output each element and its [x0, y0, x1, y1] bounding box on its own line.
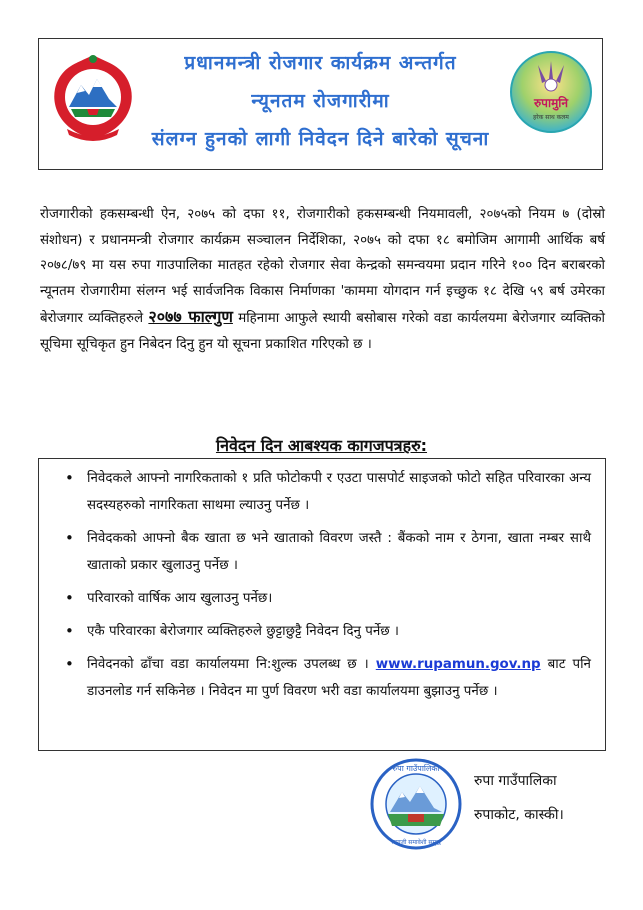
documents-list: [39, 459, 605, 705]
header-line-2: न्यूनतम रोजगारीमा: [251, 90, 390, 112]
municipality-seal-icon: [368, 756, 464, 852]
list-item: • एकै परिवारका बेरोजगार व्यक्तिहरुले छुट्टाछुट्टै निवेदन दिनु पर्नेछ ।: [87, 618, 591, 645]
list-item: • निवेदकको आफ्नो बैक खाता छ भने खाताको विवरण जस्तै : बैंकको नाम र ठेगना, खाता नम्बर साथै खाताको प्रकार खुलाउनु पर्नेछ ।: [87, 525, 591, 579]
signature-line-2: रुपाकोट, कास्की।: [474, 807, 564, 823]
website-link[interactable]: www.rupamun.gov.np: [375, 657, 541, 672]
list-item: • परिवारको वार्षिक आय खुलाउनु पर्नेछ।: [87, 585, 591, 612]
list-item: [87, 651, 591, 705]
item5-text-before: निवेदनको ढाँचा वडा कार्यालयमा नि:शुल्क उपलब्ध छ ।: [87, 657, 369, 672]
header-line-1: प्रधानमन्त्री रोजगार कार्यक्रम अन्तर्गत: [184, 52, 457, 74]
signature-line-1: रुपा गाउँपालिका: [474, 773, 557, 789]
logo-text: रुपामुनि: [533, 96, 569, 110]
rupamuni-logo-icon: [508, 49, 594, 135]
header-line-3: संलग्न हुनको लागी निवेदन दिने बारेको सूचना: [151, 128, 490, 150]
logo-subtext: हरेक साथ कलम: [533, 114, 569, 121]
signature-block: [474, 764, 564, 832]
documents-heading: निवेदन दिन आबश्यक कागजपत्रहरु:: [215, 436, 428, 455]
item5-text-after: बाट पनि डाउनलोड गर्न सकिनेछ । निवेदन मा पुर्ण विवरण भरी वडा कार्यालयमा बुझाउनु पर्नेछ ।: [87, 657, 591, 699]
notice-paragraph: [40, 202, 605, 358]
list-item: • निवेदकले आफ्नो नागरिकताको १ प्रति फोटोकपी र एउटा पासपोर्ट साइजको फोटो सहित परिवारका अन्य सदस्यहरुको नागरिकता साथमा ल्याउनु पर्नेछ ।: [87, 465, 591, 519]
notice-header: [38, 38, 603, 170]
notice-text-before: रोजगारीको हकसम्बन्धी ऐन, २०७५ को दफा ११, रोजगारीको हकसम्बन्धी नियमावली, २०७५को नियम ७ (दोस्रो संशोधन) र प्रधानमन्त्री रोजगार कार्यक्रम सञ्चालन निर्देशिका, २०७५ को दफा १८ बमोजिम आगामी आर्थिक बर्ष २०७८/७९ मा यस रुपा गाउपालिका मातहत रहेको रोजगार सेवा केन्द्रको समन्वयमा प्रदान गरिने १०० दिन बराबरको न्यूनतम रोजगारीमा संलग्न भई सार्वजनिक विकास निर्माणका 'काममा योगदान गर्न इच्छुक १८ देखि ५९ बर्ष उमेरका बेरोजगार व्यक्तिहरुले: [40, 207, 605, 327]
notice-highlight-date: २०७७ फाल्गुण: [148, 307, 233, 327]
seal-bottom-text: समाजी समावेशी समृद्ध: [391, 839, 441, 846]
documents-list-box: [38, 458, 606, 751]
seal-top-text: रुपा गाउँपालिका: [392, 764, 440, 773]
notice-text-after: महिनामा आफुले स्थायी बसोबास गरेको वडा कार्यलयमा बेरोजगार व्यक्तिको सूचिमा सूचिकृत हुन निबेदन दिनु हुन यो सूचना प्रकाशित गरिएको छ ।: [40, 311, 605, 352]
